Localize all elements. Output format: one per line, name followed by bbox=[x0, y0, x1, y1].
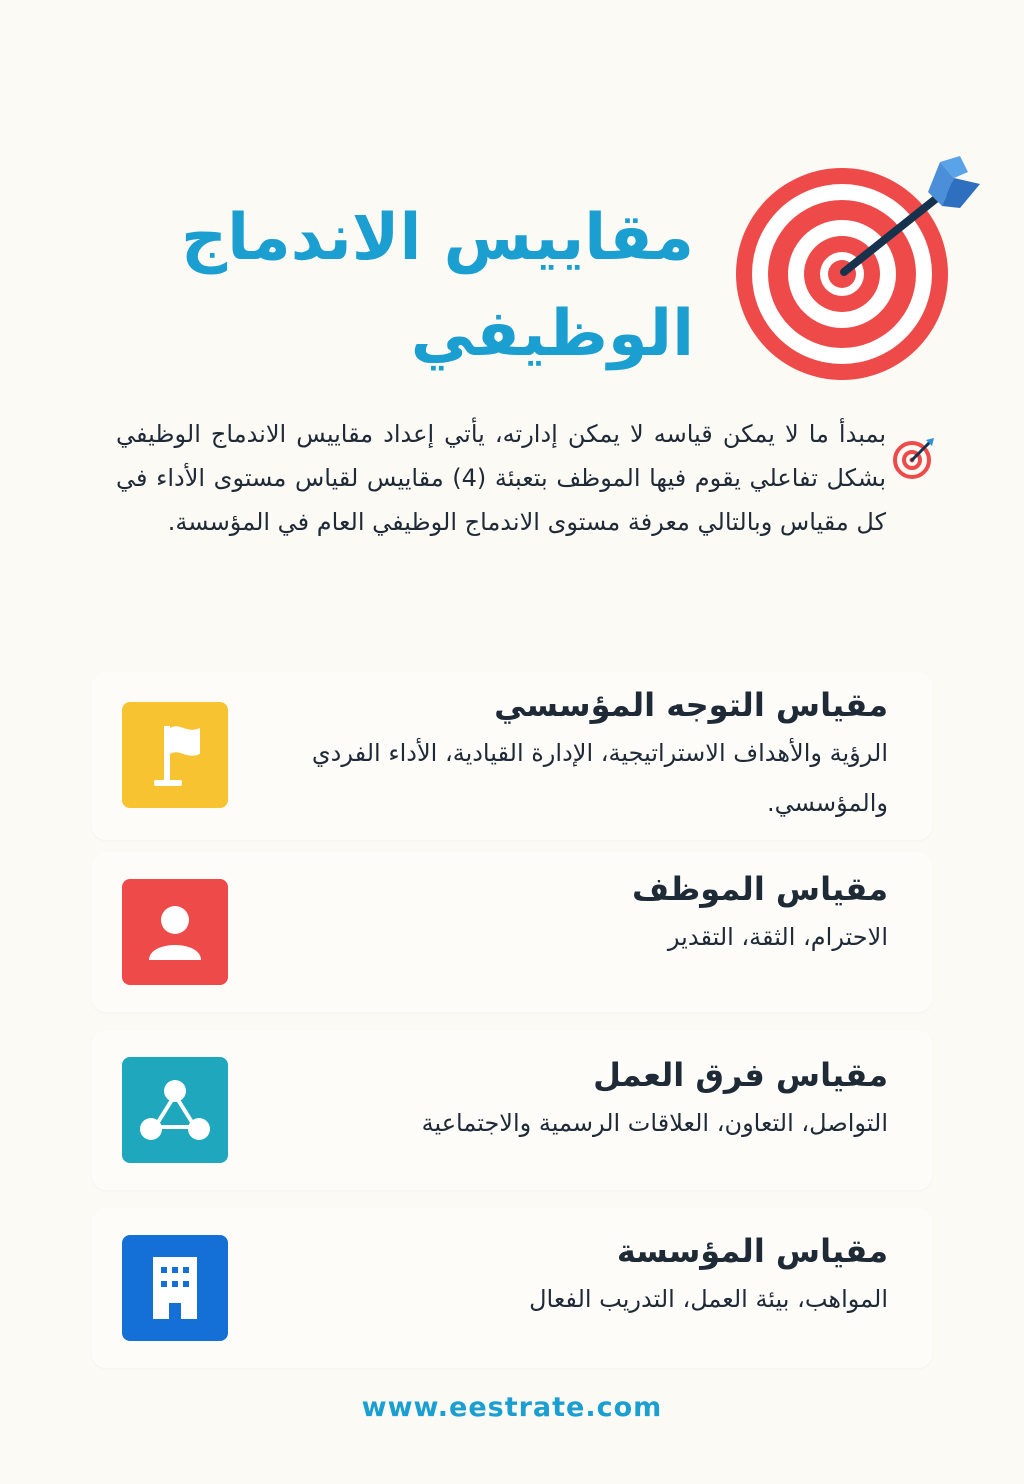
intro-paragraph: بمبدأ ما لا يمكن قياسه لا يمكن إدارته، يأتي إعداد مقاييس الاندماج الوظيفي بشكل تفاعلي يقوم فيها الموظف بتعبئة (4) مقاييس لقياس مستوى الأداء في كل مقياس وبالتالي معرفة مستوى الاندماج الوظيفي العام في المؤسسة. bbox=[116, 420, 886, 536]
team-network-icon bbox=[122, 1057, 228, 1163]
card-employee bbox=[92, 852, 932, 1012]
card-title: مقياس فرق العمل bbox=[593, 1056, 888, 1094]
page-title bbox=[54, 190, 694, 382]
flag-icon bbox=[122, 702, 228, 808]
target-arrow-icon bbox=[728, 150, 988, 390]
card-title: مقياس الموظف bbox=[632, 870, 888, 908]
user-icon bbox=[122, 879, 228, 985]
building-icon bbox=[122, 1235, 228, 1341]
card-organization bbox=[92, 1208, 932, 1368]
card-description: الرؤية والأهداف الاستراتيجية، الإدارة القيادية، الأداء الفردي والمؤسسي. bbox=[311, 739, 888, 817]
card-organizational-orientation bbox=[92, 672, 932, 840]
card-title: مقياس التوجه المؤسسي bbox=[494, 686, 888, 724]
card-title: مقياس المؤسسة bbox=[616, 1232, 888, 1270]
page-title-line-2: الوظيفي bbox=[410, 297, 694, 371]
website-link[interactable]: www.eestrate.com bbox=[361, 1392, 663, 1423]
card-work-teams bbox=[92, 1030, 932, 1190]
small-target-icon bbox=[892, 436, 936, 480]
card-description: المواهب، بيئة العمل، التدريب الفعال bbox=[529, 1285, 888, 1313]
card-description: الاحترام، الثقة، التقدير bbox=[667, 923, 888, 951]
page-title-line-1: مقاييس الاندماج bbox=[181, 201, 694, 275]
card-description: التواصل، التعاون، العلاقات الرسمية والاجتماعية bbox=[421, 1109, 888, 1137]
